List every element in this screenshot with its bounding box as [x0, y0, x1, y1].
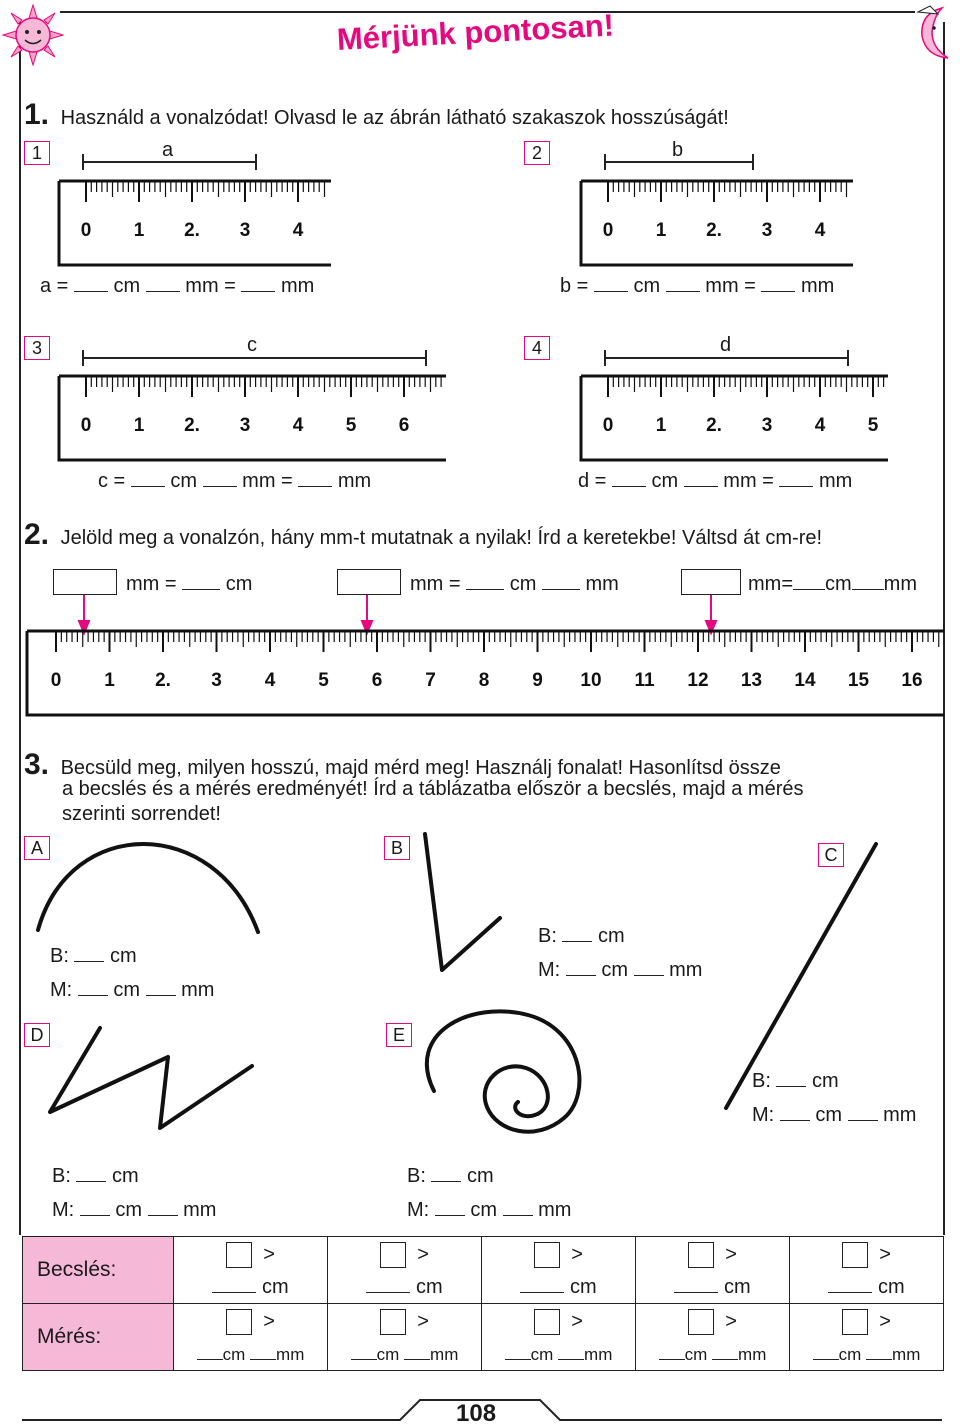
tick-label: 2.: [155, 670, 171, 691]
unit: mm: [892, 1344, 921, 1364]
blank[interactable]: [520, 1290, 564, 1293]
ruler-3: [56, 373, 446, 463]
answer-d: [578, 471, 852, 491]
blank[interactable]: [712, 1357, 738, 1360]
estimate-cell[interactable]: [174, 1237, 328, 1304]
blank[interactable]: [431, 1179, 461, 1182]
measure-header: Mérés:: [23, 1304, 174, 1371]
shape-e-label: E: [386, 1023, 412, 1047]
m-label: M:: [752, 1104, 775, 1126]
shape-a-estimate: [50, 946, 137, 966]
blank[interactable]: [131, 484, 165, 487]
blank[interactable]: [80, 1213, 110, 1216]
tick-label: 0: [602, 220, 614, 241]
blank[interactable]: [594, 289, 628, 292]
tick-label: 0: [50, 670, 62, 691]
answer-a-prefix: a =: [40, 275, 69, 297]
shape-a-arc: [38, 844, 258, 932]
tick-label: 12: [687, 670, 709, 691]
tick-label: 0: [80, 415, 92, 436]
unit: mm =: [242, 470, 293, 492]
answer-c: [98, 471, 371, 491]
item-2-number: 2: [524, 141, 550, 165]
gt-sign: >: [417, 1242, 429, 1265]
order-box[interactable]: [688, 1309, 714, 1335]
blank[interactable]: [250, 1357, 276, 1360]
blank[interactable]: [852, 587, 884, 590]
blank[interactable]: [298, 484, 332, 487]
blank[interactable]: [674, 1290, 718, 1293]
tick-label: 1: [655, 220, 667, 241]
blank[interactable]: [761, 289, 795, 292]
m-label: M:: [407, 1199, 430, 1221]
unit: cm: [598, 925, 625, 947]
gt-sign: >: [417, 1309, 429, 1332]
measure-cell[interactable]: [482, 1304, 636, 1371]
shape-d-label: D: [24, 1023, 50, 1047]
blank[interactable]: [404, 1357, 430, 1360]
q3-heading: [24, 750, 781, 780]
q3-text-2: a becslés és a mérés eredményét! Írd a táblázatba először a becslés, majd a mérés: [62, 778, 804, 800]
blank[interactable]: [634, 973, 664, 976]
m-label: M:: [538, 959, 561, 981]
shape-d-estimate: [52, 1166, 139, 1186]
tick-label: 1: [133, 415, 145, 436]
answer-box-3[interactable]: [681, 569, 741, 595]
blank[interactable]: [197, 1357, 223, 1360]
unit: mm: [337, 470, 372, 492]
tick-label: 3: [239, 220, 251, 241]
unit: cm: [376, 1344, 400, 1364]
tick-label: 3: [239, 415, 251, 436]
blank[interactable]: [566, 973, 596, 976]
unit: mm =: [185, 275, 236, 297]
blank[interactable]: [212, 1290, 256, 1293]
blank[interactable]: [558, 1357, 584, 1360]
b-label: B:: [407, 1165, 426, 1187]
shape-e-measure: [407, 1200, 571, 1220]
unit: cm: [112, 1165, 139, 1187]
unit: cm: [530, 1344, 554, 1364]
order-box[interactable]: [842, 1242, 868, 1268]
blank[interactable]: [74, 959, 104, 962]
measure-cell[interactable]: [174, 1304, 328, 1371]
unit: mm =: [410, 573, 461, 595]
unit: mm: [669, 959, 703, 981]
b-label: B:: [538, 925, 557, 947]
shape-e-spiral: [427, 1011, 580, 1131]
unit: cm: [467, 1165, 494, 1187]
unit: cm: [110, 945, 137, 967]
q3-number: 3.: [24, 748, 50, 781]
estimate-cell[interactable]: [790, 1237, 944, 1304]
measure-cell[interactable]: [790, 1304, 944, 1371]
tick-label: 9: [532, 670, 543, 691]
m-label: M:: [52, 1199, 75, 1221]
blank[interactable]: [776, 1084, 806, 1087]
blank[interactable]: [146, 289, 180, 292]
unit: cm: [877, 1275, 905, 1298]
ruler-body: [581, 376, 888, 460]
gt-sign: >: [571, 1309, 583, 1332]
unit: mm =: [126, 573, 177, 595]
unit: mm: [183, 1199, 217, 1221]
q2-heading: [24, 520, 822, 550]
segment-b-label: b: [672, 139, 684, 161]
blank[interactable]: [466, 587, 504, 590]
answer-box-2[interactable]: [337, 569, 401, 595]
tick-label: 1: [133, 220, 145, 241]
blank[interactable]: [351, 1357, 377, 1360]
answer-box-1[interactable]: [53, 569, 117, 595]
unit: mm: [430, 1344, 459, 1364]
blank[interactable]: [828, 1290, 872, 1293]
unit: mm: [585, 573, 619, 595]
segment-c-label: c: [247, 334, 257, 356]
q1-heading: [24, 100, 729, 130]
blank[interactable]: [813, 1357, 839, 1360]
tick-label: 2.: [706, 220, 722, 241]
estimate-cell[interactable]: [328, 1237, 482, 1304]
order-box[interactable]: [226, 1242, 252, 1268]
unit: mm: [800, 275, 835, 297]
segment-b: [600, 152, 760, 172]
blank[interactable]: [666, 289, 700, 292]
moon-icon: [912, 4, 958, 62]
conversion-2: [410, 574, 619, 594]
unit: cm: [684, 1344, 708, 1364]
answer-c-prefix: c =: [98, 470, 126, 492]
blank[interactable]: [612, 484, 646, 487]
q1-number: 1.: [24, 98, 50, 131]
tick-label: 5: [867, 415, 879, 436]
gt-sign: >: [263, 1242, 275, 1265]
blank[interactable]: [779, 484, 813, 487]
blank[interactable]: [241, 289, 275, 292]
unit: cm: [170, 470, 198, 492]
blank[interactable]: [866, 1357, 892, 1360]
unit: cm: [415, 1275, 443, 1298]
order-box[interactable]: [534, 1242, 560, 1268]
results-table: [22, 1236, 944, 1371]
shape-b-estimate: [538, 926, 625, 946]
shape-d-measure: [52, 1200, 216, 1220]
shape-c-label: C: [818, 843, 844, 867]
sun-icon: [2, 4, 64, 66]
ruler-16cm: [24, 628, 946, 720]
order-box[interactable]: [226, 1309, 252, 1335]
item-4-number: 4: [524, 336, 550, 360]
measure-cell[interactable]: [328, 1304, 482, 1371]
segment-d: [600, 348, 855, 368]
unit: cm: [723, 1275, 751, 1298]
unit: cm: [113, 275, 141, 297]
unit: cm: [569, 1275, 597, 1298]
tick-label: 3: [211, 670, 222, 691]
order-box[interactable]: [842, 1309, 868, 1335]
blank[interactable]: [848, 1118, 878, 1121]
unit: cm: [222, 1344, 246, 1364]
tick-label: 0: [80, 220, 92, 241]
order-box[interactable]: [380, 1309, 406, 1335]
shape-c-estimate: [752, 1071, 839, 1091]
unit: mm: [883, 1104, 917, 1126]
gt-sign: >: [879, 1309, 891, 1332]
blank[interactable]: [562, 939, 592, 942]
measure-cell[interactable]: [636, 1304, 790, 1371]
conversion-3: [748, 574, 917, 594]
blank[interactable]: [435, 1213, 465, 1216]
tick-label: 5: [318, 670, 329, 691]
ruler-4: [578, 373, 888, 463]
shape-b-label: B: [384, 836, 410, 860]
m-label: M:: [50, 979, 73, 1001]
unit: mm: [280, 275, 315, 297]
unit: mm =: [723, 470, 774, 492]
blank[interactable]: [146, 993, 176, 996]
unit: mm: [584, 1344, 613, 1364]
unit: cm: [509, 573, 537, 595]
blank[interactable]: [78, 993, 108, 996]
estimate-header: Becslés:: [23, 1237, 174, 1304]
tick-label: 15: [847, 670, 870, 691]
tick-label: 1: [655, 415, 667, 436]
shape-c-line: [726, 844, 876, 1108]
tick-label: 8: [478, 670, 490, 691]
unit: cm: [225, 573, 253, 595]
unit: cm: [825, 573, 852, 595]
page-number: 108: [456, 1400, 497, 1427]
unit: cm: [812, 1070, 839, 1092]
blank[interactable]: [542, 587, 580, 590]
blank[interactable]: [659, 1357, 685, 1360]
answer-a: [40, 276, 314, 296]
shape-b-angle: [425, 834, 500, 970]
q3-text-1: Becsüld meg, milyen hosszú, majd mérd meg! Használj fonalat! Hasonlítsd össze: [60, 757, 781, 779]
q1-text: Használd a vonalzódat! Olvasd le az ábrán látható szakaszok hosszúságát!: [60, 107, 729, 129]
tick-label: 1: [104, 670, 115, 691]
unit: cm: [470, 1199, 498, 1221]
b-label: B:: [752, 1070, 771, 1092]
tick-label: 6: [398, 415, 410, 436]
tick-label: 14: [794, 670, 816, 691]
order-box[interactable]: [688, 1242, 714, 1268]
unit: mm =: [705, 275, 756, 297]
unit: cm: [261, 1275, 289, 1298]
segment-d-label: d: [720, 334, 732, 356]
tick-label: 16: [901, 670, 923, 691]
estimate-cell[interactable]: [636, 1237, 790, 1304]
unit: cm: [651, 470, 679, 492]
unit: mm: [738, 1344, 767, 1364]
blank[interactable]: [503, 1213, 533, 1216]
estimate-cell[interactable]: [482, 1237, 636, 1304]
ruler-1: [56, 178, 331, 268]
blank[interactable]: [76, 1179, 106, 1182]
tick-label: 2.: [184, 415, 200, 436]
estimate-row: [23, 1237, 944, 1304]
gt-sign: >: [725, 1309, 737, 1332]
tick-label: 3: [761, 415, 773, 436]
unit: cm: [633, 275, 661, 297]
blank[interactable]: [780, 1118, 810, 1121]
shape-d-zigzag: [50, 1028, 252, 1128]
tick-label: 6: [371, 670, 383, 691]
blank[interactable]: [148, 1213, 178, 1216]
blank[interactable]: [74, 289, 108, 292]
answer-b-prefix: b =: [560, 275, 589, 297]
tick-label: 5: [345, 415, 357, 436]
blank[interactable]: [203, 484, 237, 487]
answer-b: [560, 276, 834, 296]
q2-text: Jelöld meg a vonalzón, hány mm-t mutatnak a nyilak! Írd a keretekbe! Váltsd át cm-re!: [60, 527, 823, 549]
tick-label: 2.: [184, 220, 200, 241]
conversion-1: [126, 574, 252, 594]
unit: mm: [181, 979, 215, 1001]
segment-a-label: a: [162, 139, 174, 161]
tick-label: 4: [814, 415, 826, 436]
ruler-body: [59, 376, 446, 460]
segment-c: [78, 348, 433, 368]
shape-a-label: A: [24, 836, 50, 860]
tick-label: 11: [634, 670, 655, 691]
order-box[interactable]: [534, 1309, 560, 1335]
item-1-number: 1: [24, 141, 50, 165]
segment-a: [78, 152, 263, 172]
tick-label: 4: [264, 670, 276, 691]
unit: mm=: [748, 573, 793, 595]
tick-label: 13: [740, 670, 763, 691]
b-label: B:: [52, 1165, 71, 1187]
answer-d-prefix: d =: [578, 470, 607, 492]
gt-sign: >: [263, 1309, 275, 1332]
q2-number: 2.: [24, 518, 50, 551]
shape-c-measure: [752, 1105, 916, 1125]
tick-label: 0: [602, 415, 614, 436]
tick-label: 4: [292, 220, 304, 241]
unit: cm: [113, 979, 141, 1001]
blank[interactable]: [684, 484, 718, 487]
tick-label: 3: [761, 220, 773, 241]
order-box[interactable]: [380, 1242, 406, 1268]
gt-sign: >: [879, 1242, 891, 1265]
gt-sign: >: [725, 1242, 737, 1265]
item-3-number: 3: [24, 336, 50, 360]
shape-b-measure: [538, 960, 702, 980]
blank[interactable]: [505, 1357, 531, 1360]
measure-row: [23, 1304, 944, 1371]
tick-label: 4: [292, 415, 304, 436]
q3-text-3: szerinti sorrendet!: [62, 803, 221, 825]
unit: cm: [601, 959, 629, 981]
shape-e-estimate: [407, 1166, 494, 1186]
unit: cm: [838, 1344, 862, 1364]
tick-label: 4: [814, 220, 826, 241]
unit: cm: [115, 1199, 143, 1221]
tick-label: 10: [580, 670, 602, 691]
tick-label: 2.: [706, 415, 722, 436]
unit: mm: [883, 573, 917, 595]
b-label: B:: [50, 945, 69, 967]
page-title: Mérjünk pontosan!: [336, 7, 615, 57]
unit: mm: [276, 1344, 305, 1364]
ruler-2: [578, 178, 853, 268]
blank[interactable]: [182, 587, 220, 590]
gt-sign: >: [571, 1242, 583, 1265]
tick-label: 7: [425, 670, 436, 691]
unit: mm: [818, 470, 853, 492]
blank[interactable]: [366, 1290, 410, 1293]
blank[interactable]: [793, 587, 825, 590]
unit: cm: [815, 1104, 843, 1126]
shape-a-measure: [50, 980, 214, 1000]
unit: mm: [538, 1199, 572, 1221]
